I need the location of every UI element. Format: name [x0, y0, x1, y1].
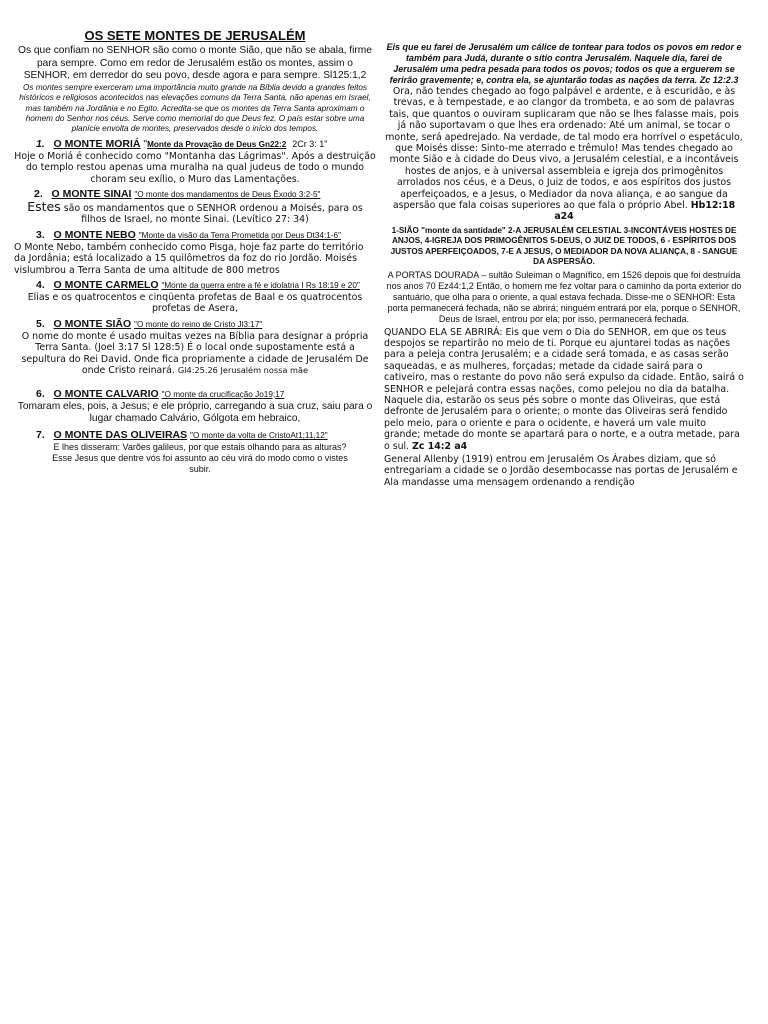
- mount-1-subtitle: Monte da Provação de Deus Gn22:2: [147, 139, 287, 149]
- mount-6-heading: [36, 388, 376, 401]
- mount-7-subtitle: "O monte da volta de CristoAt1;11,12": [190, 430, 328, 440]
- mount-3-name: O MONTE NEBO: [53, 228, 136, 241]
- hebrews-ref: Hb12:18 a24: [554, 200, 736, 223]
- mount-5-body: O nome do monte é usado muitas vezes na Bíblia para designar a própria Terra Santa. (Joel 3:17 Sl 128:5) É o local onde supostamente está a sepultura do Rei David. Onde fica propriamente a cidade de Jerusalém De onde Cristo reinará.: [21, 330, 369, 377]
- mount-6-name: O MONTE CALVARIO: [53, 387, 159, 400]
- mount-1-quote-open: ": [143, 137, 148, 150]
- zechariah-quote: Eis que eu farei de Jerusalém um cálice de tontear para todos os povos em redor e também para Judá, durante o sítio contra Jerusalém. Naquele dia, farei de Jerusalém uma pedra pesada para todos os povos; todos os que a erguerem se ferirão gravemente; e, contra ela, se ajuntarão todas as nações da terra. Zc 12:2.3: [386, 42, 742, 85]
- mount-5-heading: [36, 318, 376, 331]
- mount-1-text: Hoje o Moriá é conhecido como "Montanha das Lágrimas". Após a destruição do templo restou apenas uma muralha na qual judeus de todo o mundo choram seu exílio, o Muro das Lamentações.: [14, 150, 376, 185]
- mount-4-name: O MONTE CARMELO: [53, 279, 159, 292]
- mount-5-text: [14, 331, 376, 377]
- page-title: OS SETE MONTES DE JERUSALÉM: [84, 28, 306, 43]
- mount-7-name: O MONTE DAS OLIVEIRAS: [53, 428, 188, 441]
- when-opened-ref: Zc 14:2 a4: [412, 440, 468, 452]
- right-column: [384, 42, 744, 488]
- intro-paragraph: Os que confiam no SENHOR são como o monte Sião, que não se abala, firme para sempre. Como em redor de Jerusalém estão os montes, assim o SENHOR, em derredor do seu povo, desde agora e para sempre. Sl125:1,2: [18, 45, 372, 82]
- when-opened-body: QUANDO ELA SE ABRIRÁ: Eis que vem o Dia do SENHOR, em que os teus despojos se repartirão no meio de ti. Porque eu ajuntarei todas as nações para a peleja contra Jerusalém; e a cidade será tomada, e as casas serão saqueadas, e as mulheres, forçadas; metade da cidade sairá para o cativeiro, mas o restante do povo não será expulso da cidade. Então, sairá o SENHOR e pelejará contra essas nações, como pelejou no dia da batalha. Naquele dia, estarão os seus pés sobre o monte das Oliveiras, que está defronte de Jerusalém para o oriente; o monte das Oliveiras será fendido pelo meio, para o oriente e para o ocidente, e haverá um vale muito grande; metade do monte se apartará para o norte, e a outra metade, para o sul.: [384, 326, 744, 452]
- mount-3-heading: [36, 229, 376, 242]
- mount-4-subtitle: "Monte da guerra entre a fé e idolatria I Rs 18:19 e 20": [161, 281, 360, 291]
- mount-7-number: 7.: [36, 428, 45, 441]
- mount-5-name: O MONTE SIÃO: [53, 317, 132, 330]
- mount-2-body: são os mandamentos que o SENHOR ordenou a Moisés, para os filhos de Israel, no monte Sinai. (Levítico 27: 34): [63, 203, 363, 226]
- mount-2-name: O MONTE SINAI: [51, 188, 132, 201]
- mount-1-heading: [36, 138, 376, 151]
- mount-7-heading: [36, 429, 376, 442]
- mount-3-number: 3.: [36, 228, 45, 241]
- mount-2-text: [14, 201, 376, 226]
- mount-5-subtitle: "O monte do reino de Cristo Jl3:17": [134, 319, 263, 329]
- left-column: [14, 28, 376, 475]
- mount-2-subtitle: "O monte dos mandamentos de Deus Êxodo 3:2-5": [134, 190, 321, 200]
- when-opened-paragraph: [384, 327, 744, 452]
- mount-3-text: O Monte Nebo, também conhecido como Pisga, hoje faz parte do território da Jordânia; está localizado a 15 quilômetros da foz do rio Jordão. Moisés vislumbrou a Terra Santa de uma altitude de 800 metros: [14, 241, 364, 276]
- mount-4-number: 4.: [36, 279, 45, 292]
- mount-1-name: O MONTE MORIÁ: [53, 137, 141, 150]
- mount-2-lead: Estes: [27, 199, 61, 215]
- mount-1-number: 1.: [36, 137, 45, 150]
- italic-note: Os montes sempre exerceram uma importância muito grande na Bíblia devido a grandes feitos históricos e religiosos acontecidos nas elevações comuns da Terra Santa, não apenas em Israel, mas também na Jordânia e no Egito. Acredita-se que os montes da Terra Santa aproximam o homem do Senhor nos céus. Serve como memorial do que Deus fez. O país estar sobre uma planície envolta de montes, preservados desde o início dos tempos.: [19, 82, 371, 134]
- allenby-paragraph: General Allenby (1919) entrou em Jerusalém Os Árabes diziam, que só entregariam a cidade se o Jordão desembocasse nas portas de Jerusalém e Ala mandasse uma mensagem ordenando a rendição: [384, 453, 738, 488]
- mount-1-ref: 2Cr 3: 1": [292, 138, 328, 149]
- mount-2-heading: [34, 188, 376, 201]
- heavenly-list: 1-SIÃO "monte da santidade" 2-A JERUSALÉM CELESTIAL 3-INCONTÁVEIS HOSTES DE ANJOS, 4-IGREJA DOS PRIMOGÊNITOS 5-DEUS, O JUIZ DE TODOS, 6 - ESPÍRITOS DOS JUSTOS APERFEIÇOADOS, 7-E A JESUS, O MEDIADOR DA NOVA ALIANÇA, 8 - SANGUE DA ASPERSÃO.: [390, 225, 738, 267]
- spacer: [14, 377, 376, 385]
- mount-4-text: Elias e os quatrocentos e cinqüenta profetas de Baal e os quatrocentos profetas de Asera,: [27, 292, 363, 315]
- mount-6-text: Tomaram eles, pois, a Jesus; e ele próprio, carregando a sua cruz, saiu para o lugar chamado Calvário, Gólgota em hebraico,: [17, 400, 373, 425]
- hebrews-passage: [384, 86, 744, 223]
- mount-3-subtitle: "Monte da visão da Terra Prometida por Deus Dt34:1-6": [138, 230, 341, 240]
- mount-7-text: E lhes disseram: Varões galileus, por que estais olhando para as alturas? Esse Jesus que dentre vós foi assunto ao céu virá do modo como o vistes subir.: [52, 441, 348, 474]
- mount-5-number: 5.: [36, 317, 45, 330]
- mount-6-subtitle: "O monte da crucificação Jo19;17: [161, 389, 285, 399]
- golden-gate-paragraph: A PORTAS DOURADA – sultão Suleiman o Magnífico, em 1526 depois que foi destruída nos anos 70 Ez44:1,2 Então, o homem me fez voltar para o caminho da porta exterior do santuário, que olha para o oriente, a qual estava fechada. Disse-me o SENHOR: Esta porta permanecerá fechada, não se abrirá; ninguém entrará por ela, porque o SENHOR, Deus de Israel, entrou por ela; por isso, permanecerá fechada.: [386, 269, 742, 324]
- mount-5-small-ref: Gl4:25.26 Jerusalém nossa mãe: [177, 365, 309, 376]
- mount-4-heading: [36, 279, 376, 292]
- mount-2-number: 2.: [34, 188, 43, 201]
- mount-6-number: 6.: [36, 387, 45, 400]
- hebrews-body: Ora, não tendes chegado ao fogo palpável e ardente, e à escuridão, e às trevas, e à tempestade, e ao clangor da trombeta, e ao som de palavras tais, que quantos o ouviram suplicaram que não se lhes falasse mais, pois já não suportavam o que lhes era ordenado: Até um animal, se tocar o monte, será apedrejado. Na verdade, de tal modo era horrível o espetáculo, que Moisés disse: Sinto-me aterrado e trêmulo! Mas tendes chegado ao monte Sião e à cidade do Deus vivo, a Jerusalém celestial, e a incontáveis hostes de anjos, e à universal assembleia e igreja dos primogênitos arrolados nos céus, e a Deus, o Juiz de todos, e aos espíritos dos justos aperfeiçoados, e a Jesus, o Mediador da nova aliança, e ao sangue da aspersão que fala coisas superiores ao que fala o próprio Abel.: [385, 86, 743, 212]
